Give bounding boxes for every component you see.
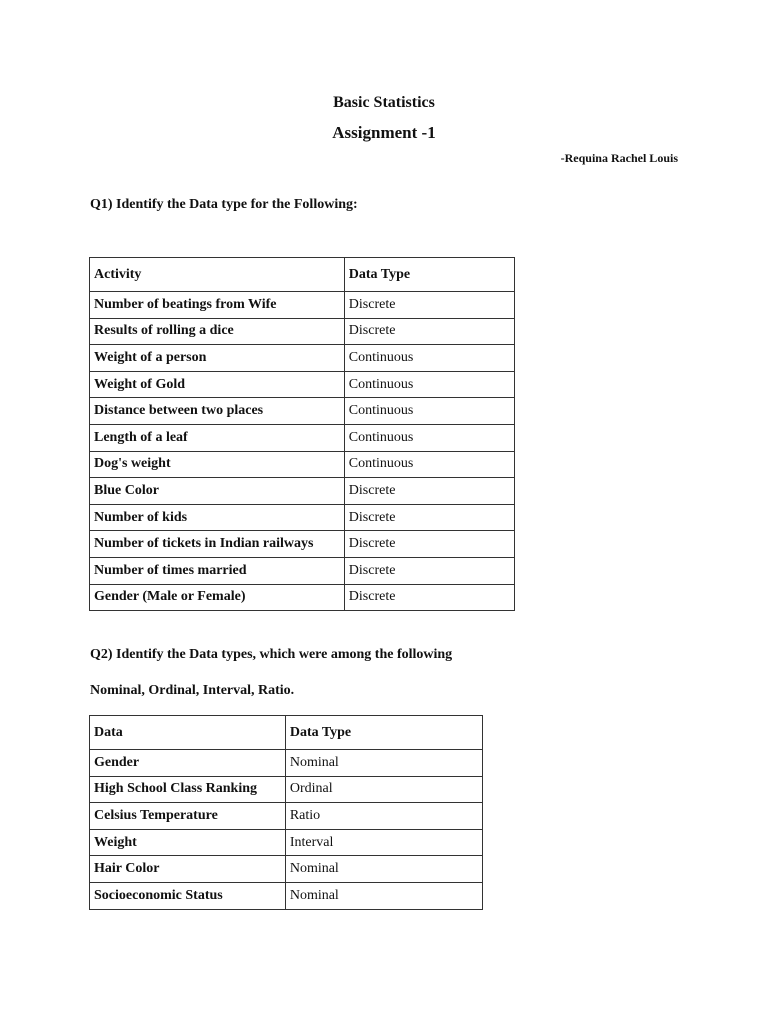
table-row xyxy=(90,451,515,478)
data-cell: Gender xyxy=(90,750,286,777)
data-cell: Weight xyxy=(90,829,286,856)
table-row xyxy=(90,345,515,372)
table-row xyxy=(90,776,483,803)
data-type-cell: Nominal xyxy=(285,882,482,909)
table-row xyxy=(90,504,515,531)
author-name: -Requina Rachel Louis xyxy=(560,151,678,165)
question-2-text: Q2) Identify the Data types, which were among the following xyxy=(90,647,453,662)
column-header-activity: Activity xyxy=(90,258,345,292)
data-type-cell: Continuous xyxy=(344,345,514,372)
data-type-cell: Discrete xyxy=(344,292,514,319)
data-type-cell: Ratio xyxy=(285,803,482,830)
data-type-cell: Nominal xyxy=(285,856,482,883)
q1-data-type-table xyxy=(89,257,515,611)
data-type-cell: Discrete xyxy=(344,531,514,558)
document-title: Basic Statistics xyxy=(333,94,435,111)
data-type-cell: Discrete xyxy=(344,584,514,611)
assignment-subtitle: Assignment -1 xyxy=(332,123,436,142)
activity-cell: Distance between two places xyxy=(90,398,345,425)
activity-cell: Weight of Gold xyxy=(90,371,345,398)
table-row xyxy=(90,398,515,425)
data-cell: Celsius Temperature xyxy=(90,803,286,830)
activity-cell: Blue Color xyxy=(90,478,345,505)
data-cell: High School Class Ranking xyxy=(90,776,286,803)
activity-cell: Number of kids xyxy=(90,504,345,531)
data-type-cell: Interval xyxy=(285,829,482,856)
q2-data-type-table xyxy=(89,715,483,910)
table-header-row xyxy=(90,716,483,750)
data-type-cell: Discrete xyxy=(344,318,514,345)
question-1-text: Q1) Identify the Data type for the Following: xyxy=(90,197,358,212)
table-row xyxy=(90,478,515,505)
activity-cell: Gender (Male or Female) xyxy=(90,584,345,611)
table-row xyxy=(90,318,515,345)
data-type-cell: Discrete xyxy=(344,504,514,531)
data-cell: Hair Color xyxy=(90,856,286,883)
activity-cell: Length of a leaf xyxy=(90,424,345,451)
question-2-options: Nominal, Ordinal, Interval, Ratio. xyxy=(90,683,295,698)
data-type-cell: Discrete xyxy=(344,557,514,584)
activity-cell: Number of tickets in Indian railways xyxy=(90,531,345,558)
data-type-cell: Nominal xyxy=(285,750,482,777)
table-row xyxy=(90,882,483,909)
activity-cell: Number of beatings from Wife xyxy=(90,292,345,319)
table-row xyxy=(90,292,515,319)
table-header-row xyxy=(90,258,515,292)
table-row xyxy=(90,557,515,584)
table-row xyxy=(90,803,483,830)
table-row xyxy=(90,424,515,451)
table-row xyxy=(90,371,515,398)
column-header-data-type: Data Type xyxy=(344,258,514,292)
data-cell: Socioeconomic Status xyxy=(90,882,286,909)
activity-cell: Number of times married xyxy=(90,557,345,584)
column-header-data-type: Data Type xyxy=(285,716,482,750)
table-row xyxy=(90,856,483,883)
table-row xyxy=(90,531,515,558)
data-type-cell: Ordinal xyxy=(285,776,482,803)
activity-cell: Dog's weight xyxy=(90,451,345,478)
column-header-data: Data xyxy=(90,716,286,750)
data-type-cell: Continuous xyxy=(344,371,514,398)
activity-cell: Weight of a person xyxy=(90,345,345,372)
table-row xyxy=(90,750,483,777)
activity-cell: Results of rolling a dice xyxy=(90,318,345,345)
data-type-cell: Continuous xyxy=(344,424,514,451)
data-type-cell: Continuous xyxy=(344,398,514,425)
table-row xyxy=(90,829,483,856)
table-row xyxy=(90,584,515,611)
data-type-cell: Discrete xyxy=(344,478,514,505)
data-type-cell: Continuous xyxy=(344,451,514,478)
